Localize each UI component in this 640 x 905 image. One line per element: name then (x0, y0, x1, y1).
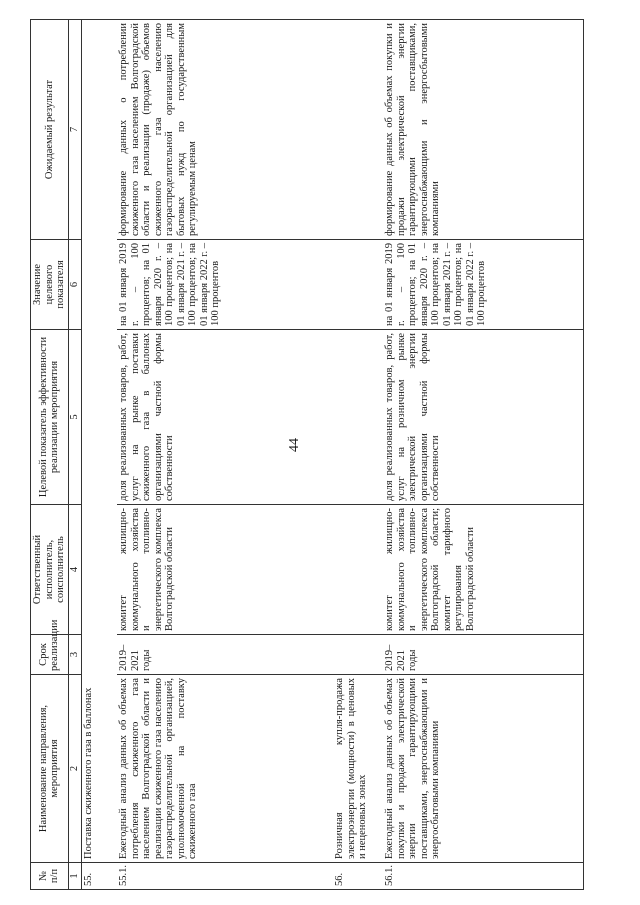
row-num: 56.1. (383, 863, 583, 890)
col-number: 3 (68, 635, 81, 675)
row-num: 55.1. (117, 863, 333, 890)
header-name: Наименование направления, мероприятия (31, 675, 69, 863)
row-name: Ежегодный анализ данных об объемах потребления сжиженного газа населением Волгоградской области и реализации сжиженного газа населению газораспределительной организацией, уполномоченной на поставку сжиженного газа (117, 675, 333, 863)
column-numbers-row (68, 20, 81, 890)
header-num: № п/п (31, 863, 69, 890)
row-term: 2019–2021 годы (383, 635, 583, 675)
row-term: 2019–2021 годы (117, 635, 333, 675)
col-number: 4 (68, 505, 81, 635)
section-title: Розничная купля-продажа электроэнергии (мощности) в ценовых и неценовых зонах (333, 675, 383, 863)
measures-table (30, 19, 584, 890)
row-num: 56. (333, 863, 383, 890)
col-number: 6 (68, 240, 81, 330)
row-result: формирование данных о потреблении сжиженного газа населением Волгоградской области и реализации (продаже) объемов сжиженного газа населению газораспределительной организацией для бытовых нужд по государственным регулируемым ценам (117, 20, 333, 240)
table-row (383, 20, 583, 890)
row-name: Ежегодный анализ данных об объемах покупки и продажи электрической энергии гарантирующими поставщиками, энергоснабжающими и энергосбытовыми компаниями (383, 675, 583, 863)
row-executor: комитет жилищно-коммунального хозяйства и топливно-энергетического комплекса Волгоградской области; комитет тарифного регулирования Волгоградской области (383, 505, 583, 635)
header-result: Ожидаемый результат (31, 20, 69, 240)
col-number: 2 (68, 675, 81, 863)
header-row (31, 20, 69, 890)
table-row-section (81, 20, 117, 890)
row-num: 55. (81, 863, 117, 890)
header-term: Срок реализации (31, 635, 69, 675)
row-indicator: доля реализованных товаров, работ, услуг на рынке поставки сжиженного газа в баллонах организациями частной формы собственности (117, 330, 333, 505)
section-title: Поставка сжиженного газа в баллонах (81, 20, 117, 863)
row-value: на 01 января 2019 г. – 100 процентов; на 01 января 2020 г. – 100 процентов; на 01 января 2021 г. – 100 процентов; на 01 января 2022 г. – 100 процентов (117, 240, 333, 330)
row-result: формирование данных об объемах покупки и продажи электрической энергии гарантирующими поставщиками, энергоснабжающими и энергосбытовыми компаниями (383, 20, 583, 240)
row-value: на 01 января 2019 г. – 100 процентов; на 01 января 2020 г. – 100 процентов; на 01 января 2021 г. – 100 процентов; на 01 января 2022 г. – 100 процентов (383, 240, 583, 330)
header-value: Значение целевого показателя (31, 240, 69, 330)
col-number: 5 (68, 330, 81, 505)
col-number: 7 (68, 20, 81, 240)
page-number: 44 (287, 438, 302, 452)
header-indicator: Целевой показатель эффективности реализации мероприятия (31, 330, 69, 505)
row-indicator: доля реализованных товаров, работ, услуг на розничном рынке электрической энергии организациями частной формы собственности (383, 330, 583, 505)
row-executor: комитет жилищно-коммунального хозяйства и топливно-энергетического комплекса Волгоградской области (117, 505, 333, 635)
col-number: 1 (68, 863, 81, 890)
table-row (117, 20, 333, 890)
rotated-table-container (30, 20, 610, 890)
table-row-section (333, 20, 383, 890)
header-executor: Ответственный исполнитель, соисполнитель (31, 505, 69, 635)
